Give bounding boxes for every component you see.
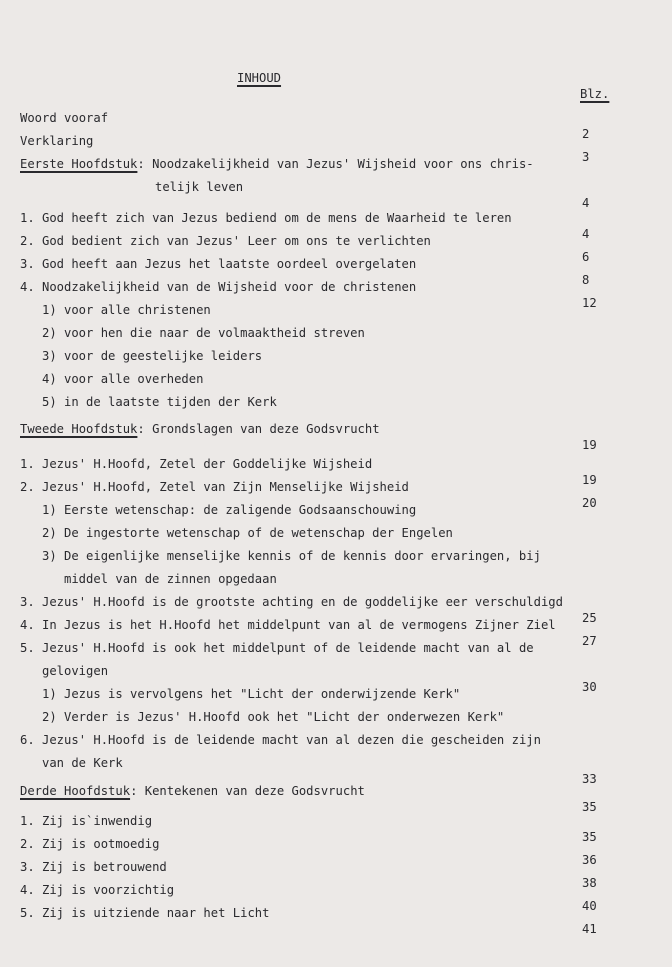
entry-text: 5. Jezus' H.Hoofd is ook het middelpunt of de leidende macht van al de <box>20 641 534 655</box>
subentry-text: 5) in de laatste tijden der Kerk <box>42 395 277 409</box>
entry-text: 4. Noodzakelijkheid van de Wijsheid voor de christenen <box>20 280 417 294</box>
chapter-sep: : <box>137 157 145 171</box>
entry-text: van de Kerk <box>42 756 123 770</box>
chapter-title: Kentekenen van deze Godsvrucht <box>137 784 365 798</box>
subentry-text: 1) voor alle christenen <box>42 303 211 317</box>
entry-text: Verklaring <box>20 134 94 148</box>
chapter-title-cont: telijk leven <box>155 180 244 194</box>
chapter-title: Grondslagen van deze Godsvrucht <box>144 422 380 436</box>
entry-page: 35 <box>582 830 597 844</box>
entry-text: 6. Jezus' H.Hoofd is de leidende macht van al dezen die gescheiden zijn <box>20 733 541 747</box>
chapter-label: Eerste Hoofdstuk <box>20 157 138 171</box>
entry-page: 2 <box>582 127 590 141</box>
entry-text: 1. Jezus' H.Hoofd, Zetel der Goddelijke Wijsheid <box>20 457 373 471</box>
page-column-label: Blz. <box>580 87 610 101</box>
subentry-text: 4) voor alle overheden <box>42 372 204 386</box>
entry-page: 8 <box>582 273 590 287</box>
entry-page: 19 <box>582 438 597 452</box>
entry-page: 35 <box>582 800 597 814</box>
chapter-label: Tweede Hoofdstuk <box>20 422 138 436</box>
entry-text: 1. God heeft zich van Jezus bediend om de mens de Waarheid te leren <box>20 211 512 225</box>
subentry-text: middel van de zinnen opgedaan <box>64 572 277 586</box>
subentry-text: 2) voor hen die naar de volmaaktheid streven <box>42 326 365 340</box>
entry-page: 4 <box>582 227 590 241</box>
entry-text: 3. Jezus' H.Hoofd is de grootste achting en de goddelijke eer verschuldigd <box>20 595 563 609</box>
entry-page: 6 <box>582 250 590 264</box>
entry-text: 3. God heeft aan Jezus het laatste oordeel overgelaten <box>20 257 417 271</box>
entry-page: 4 <box>582 196 590 210</box>
entry-page: 30 <box>582 680 597 694</box>
subentry-text: 3) De eigenlijke menselijke kennis of de kennis door ervaringen, bij <box>42 549 541 563</box>
entry-page: 19 <box>582 473 597 487</box>
entry-page: 41 <box>582 922 597 936</box>
entry-text: 2. Jezus' H.Hoofd, Zetel van Zijn Menselijke Wijsheid <box>20 480 409 494</box>
entry-text: 4. In Jezus is het H.Hoofd het middelpunt van al de vermogens Zijner Ziel <box>20 618 556 632</box>
entry-text: Woord vooraf <box>20 111 109 125</box>
entry-page: 27 <box>582 634 597 648</box>
entry-page: 12 <box>582 296 597 310</box>
subentry-text: 2) De ingestorte wetenschap of de wetenschap der Engelen <box>42 526 453 540</box>
entry-page: 20 <box>582 496 597 510</box>
entry-text: 3. Zij is betrouwend <box>20 860 167 874</box>
subentry-text: 1) Jezus is vervolgens het "Licht der onderwijzende Kerk" <box>42 687 461 701</box>
chapter-title: Noodzakelijkheid van Jezus' Wijsheid voor ons chris- <box>144 157 534 171</box>
entry-page: 38 <box>582 876 597 890</box>
entry-text: 4. Zij is voorzichtig <box>20 883 175 897</box>
subentry-text: 2) Verder is Jezus' H.Hoofd ook het "Licht der onderwezen Kerk" <box>42 710 505 724</box>
entry-text: 1. Zij is`inwendig <box>20 814 153 828</box>
entry-text: 2. God bedient zich van Jezus' Leer om ons te verlichten <box>20 234 431 248</box>
entry-page: 36 <box>582 853 597 867</box>
entry-page: 33 <box>582 772 597 786</box>
entry-text: 5. Zij is uitziende naar het Licht <box>20 906 270 920</box>
entry-page: 3 <box>582 150 590 164</box>
entry-text: 2. Zij is ootmoedig <box>20 837 160 851</box>
chapter-label: Derde Hoofdstuk <box>20 784 131 798</box>
subentry-text: 3) voor de geestelijke leiders <box>42 349 263 363</box>
chapter-sep: : <box>130 784 138 798</box>
entry-text: gelovigen <box>42 664 109 678</box>
subentry-text: 1) Eerste wetenschap: de zaligende Godsaanschouwing <box>42 503 417 517</box>
entry-page: 40 <box>582 899 597 913</box>
toc-entry <box>0 889 672 953</box>
toc-title: INHOUD <box>237 71 282 85</box>
entry-page: 25 <box>582 611 597 625</box>
chapter-sep: : <box>137 422 145 436</box>
